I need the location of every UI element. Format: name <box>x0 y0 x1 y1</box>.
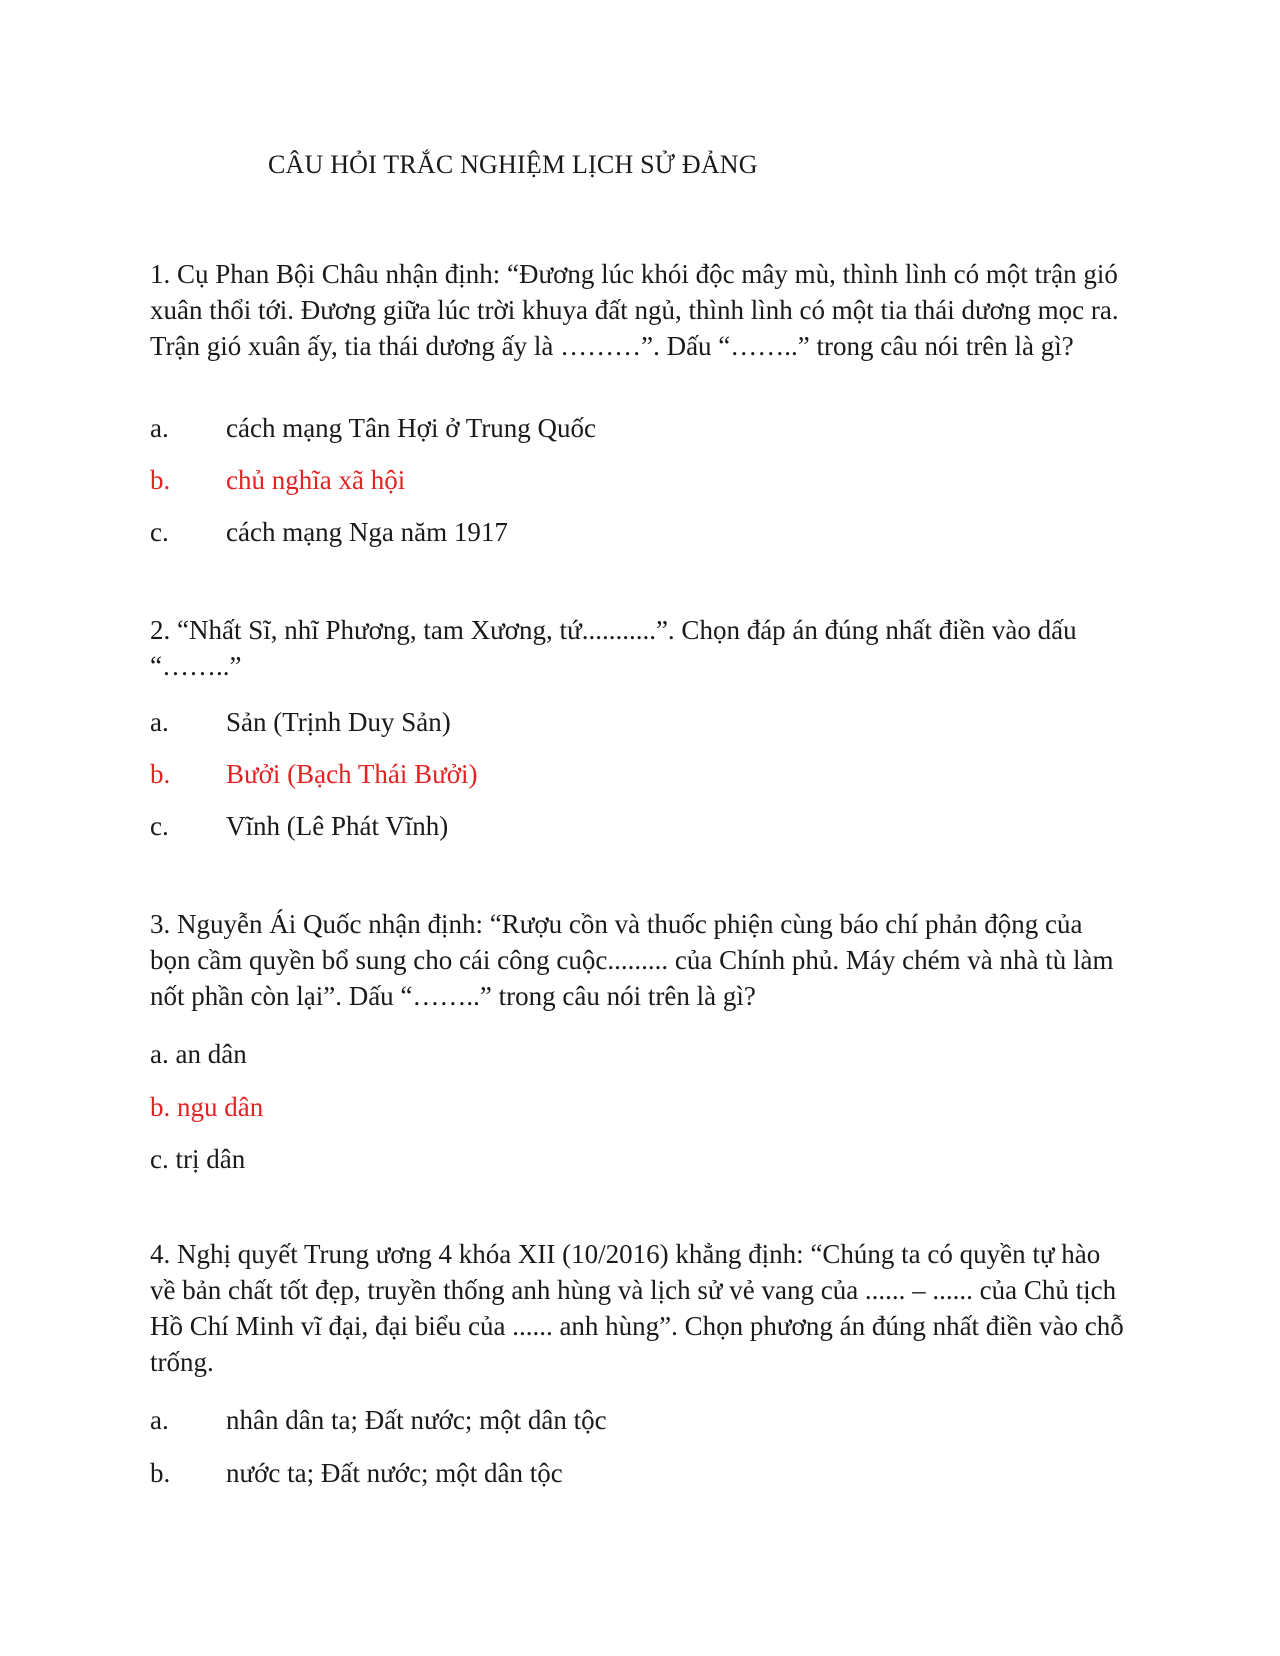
option-letter: b. <box>150 759 171 789</box>
question-2-option-b-correct <box>150 756 478 792</box>
option-letter: b. <box>150 465 171 495</box>
question-1-option-b-correct <box>150 462 405 498</box>
question-1-option-a <box>150 410 596 446</box>
question-3-text: 3. Nguyễn Ái Quốc nhận định: “Rượu cồn và thuốc phiện cùng báo chí phản động của bọn cầm quyền bổ sung cho cái công cuộc......... của Chính phủ. Máy chém và nhà tù làm nốt phần còn lại”. Dấu “……..” trong câu nói trên là gì? <box>150 909 1114 1011</box>
option-text: cách mạng Tân Hợi ở Trung Quốc <box>226 413 597 443</box>
question-2-text: 2. “Nhất Sĩ, nhĩ Phương, tam Xương, tứ...........”. Chọn đáp án đúng nhất điền vào dấu “……..” <box>150 615 1077 681</box>
option-text: Vĩnh (Lê Phát Vĩnh) <box>226 811 449 841</box>
question-1-option-c <box>150 514 508 550</box>
option-letter: c. <box>150 517 169 547</box>
option-letter: c. <box>150 1144 169 1174</box>
option-text: nhân dân ta; Đất nước; một dân tộc <box>226 1405 607 1435</box>
question-1-text: 1. Cụ Phan Bội Châu nhận định: “Đương lúc khói độc mây mù, thình lình có một trận gió xuân thổi tới. Đương giữa lúc trời khuya đất ngủ, thình lình có một tia thái dương mọc ra. Trận gió xuân ấy, tia thái dương ấy là ………”. Dấu “……..” trong câu nói trên là gì? <box>150 259 1119 361</box>
option-text: ngu dân <box>177 1092 264 1122</box>
option-text: trị dân <box>175 1144 246 1174</box>
option-letter: b. <box>150 1458 171 1488</box>
question-3-option-c <box>150 1141 245 1177</box>
option-text: Sản (Trịnh Duy Sản) <box>226 707 451 737</box>
option-letter: b. <box>150 1092 171 1122</box>
option-letter: a. <box>150 707 169 737</box>
option-text: chủ nghĩa xã hội <box>226 465 406 495</box>
option-text: an dân <box>175 1039 247 1069</box>
option-letter: a. <box>150 1039 169 1069</box>
option-letter: a. <box>150 413 169 443</box>
question-4-text: 4. Nghị quyết Trung ương 4 khóa XII (10/2016) khẳng định: “Chúng ta có quyền tự hào về bản chất tốt đẹp, truyền thống anh hùng và lịch sử vẻ vang của ...... – ...... của Chủ tịch Hồ Chí Minh vĩ đại, đại biểu của ...... anh hùng”. Chọn phương án đúng nhất điền vào chỗ trống. <box>150 1239 1124 1377</box>
question-3-option-a <box>150 1036 247 1072</box>
option-text: nước ta; Đất nước; một dân tộc <box>226 1458 563 1488</box>
question-3-option-b-correct <box>150 1089 263 1125</box>
option-letter: c. <box>150 811 169 841</box>
option-letter: a. <box>150 1405 169 1435</box>
question-4-option-b <box>150 1455 563 1491</box>
question-2-option-a <box>150 704 451 740</box>
page-title: CÂU HỎI TRẮC NGHIỆM LỊCH SỬ ĐẢNG <box>268 150 758 179</box>
option-text: cách mạng Nga năm 1917 <box>226 517 508 547</box>
option-text: Bưởi (Bạch Thái Bưởi) <box>226 759 478 789</box>
question-2-option-c <box>150 808 448 844</box>
question-4-option-a <box>150 1402 607 1438</box>
